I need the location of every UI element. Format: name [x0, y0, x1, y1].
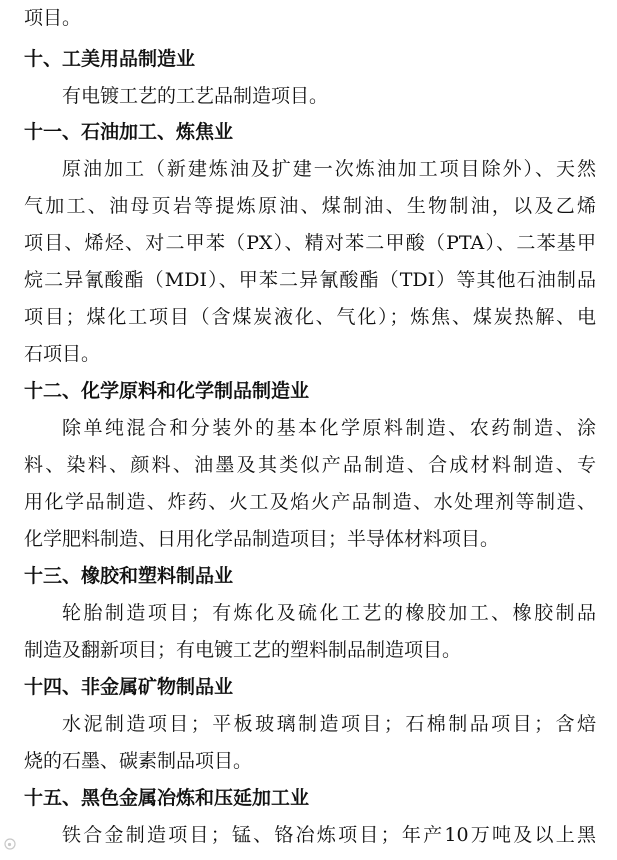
- watermark: [4, 838, 19, 850]
- section-heading-15: 十五、黑色金属冶炼和压延加工业: [24, 787, 310, 809]
- text-line: 料、染料、颜料、油墨及其类似产品制造、合成材料制造、专: [24, 454, 596, 476]
- weibo-logo-icon: [4, 838, 16, 850]
- text-line: 烷二异氰酸酯（MDI）、甲苯二异氰酸酯（TDI）等其他石油制品: [24, 269, 596, 291]
- text-line: 有电镀工艺的工艺品制造项目。: [62, 85, 329, 107]
- text-line: 用化学品制造、炸药、火工及焰火产品制造、水处理剂等制造、: [24, 491, 596, 513]
- text-line: 铁合金制造项目；锰、铬冶炼项目；年产10万吨及以上黑: [62, 824, 596, 846]
- section-heading-10: 十、工美用品制造业: [24, 48, 196, 70]
- text-line: 化学肥料制造、日用化学品制造项目；半导体材料项目。: [24, 528, 500, 550]
- text-line: 气加工、油母页岩等提炼原油、煤制油、生物制油，以及乙烯: [24, 195, 596, 217]
- text-line: 原油加工（新建炼油及扩建一次炼油加工项目除外）、天然: [62, 158, 596, 180]
- text-line: 轮胎制造项目；有炼化及硫化工艺的橡胶加工、橡胶制品: [62, 602, 596, 624]
- text-line: 项目。: [24, 7, 82, 29]
- text-line: 项目、烯烃、对二甲苯（PX）、精对苯二甲酸（PTA）、二苯基甲: [24, 232, 596, 254]
- text-line: 石项目。: [24, 343, 101, 365]
- section-heading-13: 十三、橡胶和塑料制品业: [24, 565, 234, 587]
- section-heading-11: 十一、石油加工、炼焦业: [24, 121, 234, 143]
- text-line: 制造及翻新项目；有电镀工艺的塑料制品制造项目。: [24, 639, 462, 661]
- text-line: 水泥制造项目；平板玻璃制造项目；石棉制品项目；含焙: [62, 713, 596, 735]
- section-heading-14: 十四、非金属矿物制品业: [24, 676, 234, 698]
- text-line: 项目；煤化工项目（含煤炭液化、气化）；炼焦、煤炭热解、电: [24, 306, 596, 328]
- text-line: 烧的石墨、碳素制品项目。: [24, 750, 253, 772]
- text-line: 除单纯混合和分装外的基本化学原料制造、农药制造、涂: [62, 417, 596, 439]
- section-heading-12: 十二、化学原料和化学制品制造业: [24, 380, 310, 402]
